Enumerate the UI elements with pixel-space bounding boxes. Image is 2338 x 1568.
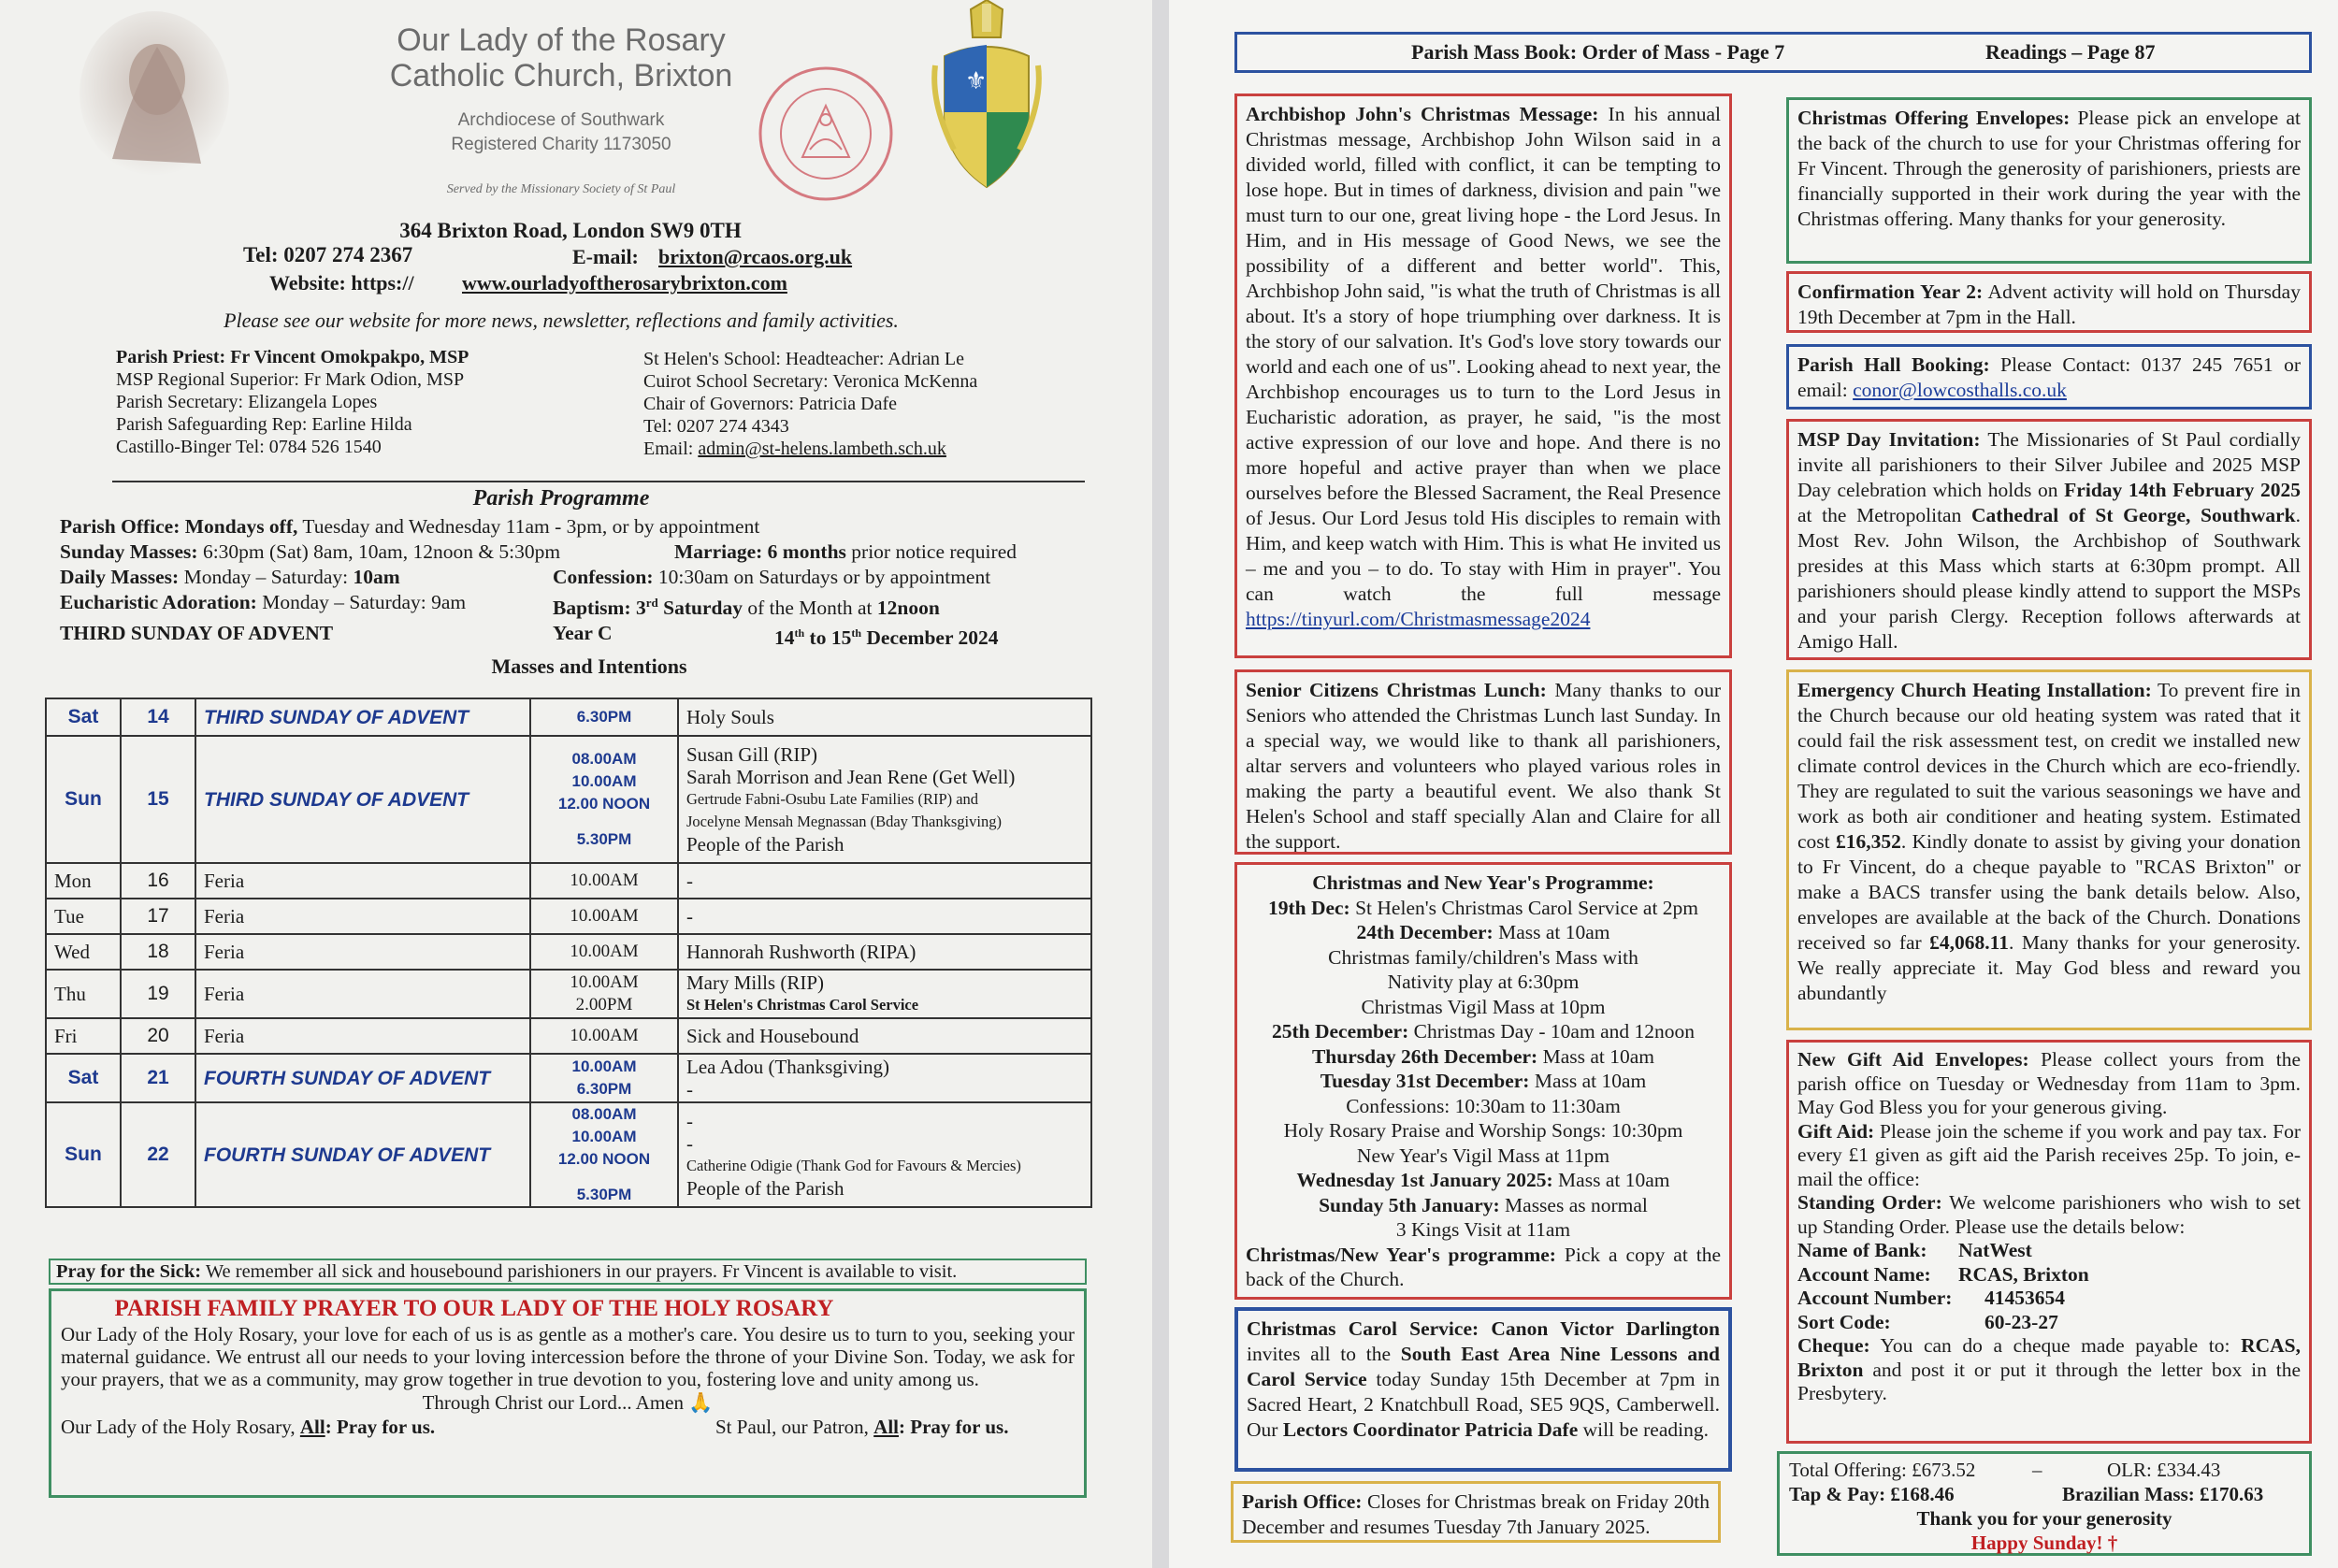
hall-body: Please Contact: 0137 245 7651 or email:	[1797, 353, 2301, 401]
charity-number: Registered Charity 1173050	[451, 135, 671, 154]
senior-lunch-body: Many thanks to our Seniors who attended the Christmas Lunch last Sunday. In a special way, we would like to thank all parishioners, altar servers and volunteers who played various roles in making the party a beautiful event. We also thank St Helen's School and staff specially Alan and Claire for all the support.	[1246, 679, 1721, 853]
mass-time: 10.00AM	[570, 906, 639, 926]
brazilian-mass-total: Brazilian Mass: £170.63	[2062, 1483, 2264, 1505]
adoration-text: Monday – Saturday: 9am	[256, 591, 467, 613]
mass-event: FOURTH SUNDAY OF ADVENT	[204, 1144, 491, 1166]
mass-date: 14	[121, 698, 195, 736]
parish-programme	[60, 514, 1107, 650]
thanks-generosity: Thank you for your generosity	[1916, 1507, 2172, 1530]
masses-intentions-title: Masses and Intentions	[491, 655, 687, 678]
programme-lines	[1246, 896, 1721, 1243]
order-of-mass-page: Parish Mass Book: Order of Mass - Page 7	[1411, 40, 1785, 64]
school-line: Cuirot School Secretary: Veronica McKenna	[643, 371, 978, 392]
contact-line: Parish Secretary: Elizangela Lopes	[116, 392, 378, 412]
gift-aid-title: Gift Aid:	[1797, 1119, 1875, 1143]
mass-row	[46, 863, 1091, 899]
mass-intention: Holy Souls	[686, 706, 774, 728]
school-line: St Helen's School: Headteacher: Adrian Le	[643, 349, 964, 369]
confirmation-body: Advent activity will hold on Thursday 19th December at 7pm in the Hall.	[1797, 281, 2301, 328]
marriage-label: Marriage: 6 months	[674, 540, 846, 563]
mass-time: 12.00 NOON	[557, 1150, 651, 1168]
mass-day: Wed	[46, 934, 121, 970]
mass-day: Fri	[46, 1018, 121, 1054]
mass-intention: -	[686, 905, 693, 928]
served-by-text: Served by the Missionary Society of St Paul	[446, 182, 676, 196]
left-page	[0, 0, 1152, 1568]
mass-date: 21	[121, 1054, 195, 1102]
mass-intention: -	[686, 1132, 693, 1155]
mass-event: Feria	[204, 870, 245, 892]
school-contacts	[643, 348, 977, 460]
mass-time: 10.00AM	[570, 972, 639, 992]
contact-line: Parish Priest: Fr Vincent Omokpakpo, MSP	[116, 347, 469, 367]
tap-and-pay-total: Tap & Pay: £168.46	[1789, 1483, 1955, 1505]
mass-day: Sat	[46, 1054, 121, 1102]
mass-time: 5.30PM	[576, 830, 632, 848]
parish-programme-title: Parish Programme	[472, 486, 650, 511]
archdiocese-text: Archdiocese of Southwark	[457, 110, 665, 130]
gift-aid-envelopes-title: New Gift Aid Envelopes:	[1797, 1048, 2029, 1071]
heating-title: Emergency Church Heating Installation:	[1797, 679, 2152, 701]
school-line: Tel: 0207 274 4343	[643, 416, 789, 437]
sort-code-row: Sort Code: 60-23-27	[1797, 1310, 2058, 1333]
mass-date: 18	[121, 934, 195, 970]
programme-line: Christmas Vigil Mass at 10pm	[1361, 995, 1606, 1018]
gift-aid-box: New Gift Aid Envelopes: Please collect yours from the parish office on Tuesday or Wednesday from 11am to 3pm. May God Bless you for your generous giving. Gift Aid: Please join the scheme if you work and pay tax. For every £1 given as gift aid the Parish receives 25p. To join, e-mail the office: Standing Order: We welcome parishioners who wish to set up Standing Order. Please use the details below: Name of Bank: NatWest Account Name: RCAS, Brixton Account Number: 41453654 Sort Code: 60-23-27 Cheque: You can do a cheque made payable to: RCAS, Brixton and post it or put it through the letter box in the Presbytery.	[1786, 1040, 2312, 1444]
mass-day: Mon	[46, 863, 121, 899]
mass-event: Feria	[204, 1025, 245, 1047]
parish-contacts	[116, 346, 469, 458]
mass-date: 15	[121, 736, 195, 863]
email-label: E-mail:	[572, 245, 639, 268]
mass-day: Sun	[46, 1102, 121, 1207]
office-title: Parish Office:	[1242, 1490, 1363, 1513]
programme-line: 25th December: Christmas Day - 10am and 12noon	[1271, 1020, 1695, 1043]
programme-closing-label: Christmas/New Year's programme:	[1246, 1243, 1556, 1266]
carol-service-box: Christmas Carol Service: Canon Victor Darlington invites all to the South East Area Nine Lessons and Carol Service today Sunday 15th December at 7pm in Sacred Heart, 2 Knatchbull Road, SE5 9QS, Camberwell. Our Lectors Coordinator Patricia Dafe will be reading.	[1234, 1307, 1732, 1472]
divider-line	[112, 481, 1085, 482]
mass-row	[46, 934, 1091, 970]
prayer-body: Our Lady of the Holy Rosary, your love for each of us is as gentle as a mother's care. You desire us to turn to you, seeking your maternal guidance. We entrust all our needs to your loving intercession before the throne of your Divine Son. Today, we ask for your prayers, that we as a community, may grow together in true devotion to you, fostering love and unity among us.	[61, 1323, 1075, 1390]
contact-line: MSP Regional Superior: Fr Mark Odion, MSP	[116, 369, 465, 390]
mass-day: Sun	[46, 736, 121, 863]
mass-event: THIRD SUNDAY OF ADVENT	[204, 788, 469, 811]
happy-sunday: Happy Sunday! †	[1970, 1532, 2118, 1554]
standing-order-title: Standing Order:	[1797, 1191, 1942, 1214]
mass-time: 08.00AM	[571, 750, 637, 768]
daily-masses-time: 10am	[353, 566, 400, 588]
mass-date: 22	[121, 1102, 195, 1207]
mass-intention: St Helen's Christmas Carol Service	[686, 996, 919, 1014]
mass-intention: Mary Mills (RIP)	[686, 971, 824, 994]
mass-row	[46, 1054, 1091, 1102]
pray-sick-label: Pray for the Sick:	[56, 1261, 202, 1282]
offering-envelopes-box	[1786, 97, 2312, 264]
senior-lunch-title: Senior Citizens Christmas Lunch:	[1246, 679, 1547, 701]
readings-page: Readings – Page 87	[1985, 40, 2156, 64]
week-dates: 14th to 15th December 2024	[774, 626, 999, 650]
programme-line: 19th Dec: St Helen's Christmas Carol Service at 2pm	[1267, 896, 1699, 919]
mass-time: 5.30PM	[576, 1186, 632, 1203]
mass-intention: Gertrude Fabni-Osubu Late Families (RIP) and	[686, 790, 979, 808]
programme-line: Confessions: 10:30am to 11:30am	[1346, 1094, 1621, 1117]
mass-time: 10.00AM	[570, 1026, 639, 1045]
mass-time: 6.30PM	[576, 708, 632, 726]
heating-installation-box: Emergency Church Heating Installation: To prevent fire in the Church because our old heating system was rated that it could fail the risk assessment test, on credit we installed new climate control devices in the Church which are eco-friendly. They are regulated to suit the various seasonings we have and work as both air conditioner and heating system. Estimated cost £16,352. Kindly donate to assist by giving your donation to Fr Vincent, do a cheque payable to "RCAS Brixton" or make a BACS transfer using the bank details below. Also, envelopes are available at the back of the Church. Donations received so far £4,068.11. Many thanks for your generosity. We really appreciate it. May God bless and reward you abundantly	[1786, 669, 2312, 1030]
programme-line: New Year's Vigil Mass at 11pm	[1356, 1144, 1610, 1167]
contact-line: Parish Safeguarding Rep: Earline Hilda	[116, 414, 412, 435]
msp-seal-logo	[756, 64, 896, 204]
hall-title: Parish Hall Booking:	[1797, 353, 1990, 376]
right-page	[1169, 0, 2338, 1568]
mass-row	[46, 970, 1091, 1018]
mass-day: Sat	[46, 698, 121, 736]
mass-intention: Catherine Odigie (Thank God for Favours & Mercies)	[686, 1157, 1021, 1174]
mass-intention: -	[686, 1110, 693, 1132]
family-prayer-box	[49, 1288, 1087, 1498]
mass-event: Feria	[204, 941, 245, 963]
baptism-day: Saturday	[657, 597, 743, 620]
mass-event: FOURTH SUNDAY OF ADVENT	[204, 1067, 491, 1089]
church-email-link[interactable]: brixton@rcaos.org.uk	[658, 245, 853, 268]
olr-total: OLR: £334.43	[2107, 1459, 2221, 1481]
programme-line: Christmas family/children's Mass with	[1328, 945, 1638, 969]
account-name-row: Account Name: RCAS, Brixton	[1797, 1262, 2089, 1286]
week-sunday-name: THIRD SUNDAY OF ADVENT	[60, 622, 334, 644]
church-name-line2: Catholic Church, Brixton	[389, 58, 733, 94]
praying-hands-icon: 🙏	[688, 1391, 714, 1414]
mass-time: 10.00AM	[571, 772, 637, 790]
pray-sick-text: We remember all sick and housebound parishioners in our prayers. Fr Vincent is available to visit.	[201, 1261, 958, 1282]
mass-row	[46, 698, 1091, 736]
christmas-message-link[interactable]: https://tinyurl.com/Christmasmessage2024	[1246, 608, 1591, 630]
mass-time: 10.00AM	[570, 942, 639, 961]
mass-intention: -	[686, 1078, 693, 1100]
mass-day: Tue	[46, 899, 121, 934]
mass-time: 6.30PM	[576, 1080, 632, 1098]
sunday-masses-text: 6:30pm (Sat) 8am, 10am, 12noon & 5:30pm	[197, 540, 561, 563]
confirmation-box	[1786, 271, 2312, 333]
church-name-line1: Our Lady of the Rosary	[397, 22, 726, 58]
mass-row	[46, 899, 1091, 934]
school-line: Chair of Governors: Patricia Dafe	[643, 394, 898, 414]
mass-book-bar	[1234, 32, 2312, 73]
programme-line: Nativity play at 6:30pm	[1387, 971, 1580, 993]
envelopes-body: Please pick an envelope at the back of the church to use for your Christmas offering for Fr Vincent. Through the generosity of parishioners, priests are financially supported in their work during the year with the Christmas offering. Many thanks for your generosity.	[1797, 107, 2302, 230]
confirmation-title: Confirmation Year 2:	[1797, 281, 1984, 303]
account-number-row: Account Number: 41453654	[1797, 1287, 2065, 1309]
church-telephone: Tel: 0207 274 2367	[243, 243, 413, 266]
mass-intention: People of the Parish	[686, 833, 844, 856]
programme-closing-text: Pick a copy at the back of the Church.	[1246, 1243, 1721, 1290]
mass-day: Thu	[46, 970, 121, 1018]
contact-line: Castillo-Binger Tel: 0784 526 1540	[116, 437, 382, 457]
programme-line: Tuesday 31st December: Mass at 10am	[1320, 1070, 1647, 1092]
office-hours-text: Tuesday and Wednesday 11am - 3pm, or by appointment	[297, 515, 760, 538]
mass-intention: Sarah Morrison and Jean Rene (Get Well)	[686, 766, 1016, 788]
programme-line: 3 Kings Visit at 11am	[1395, 1218, 1571, 1241]
programme-title: Christmas and New Year's Programme:	[1312, 871, 1654, 894]
mass-date: 19	[121, 970, 195, 1018]
carol-title: Christmas Carol Service: Canon Victor Darlington	[1247, 1317, 1720, 1340]
baptism-label: Baptism: 3	[553, 597, 646, 620]
mass-date: 16	[121, 863, 195, 899]
svg-text:⚜: ⚜	[965, 67, 988, 95]
masses-table	[45, 698, 1092, 1208]
christmas-programme-box	[1234, 862, 1732, 1300]
mass-event: Feria	[204, 905, 245, 928]
prayer-through: Through Christ our Lord... Amen 🙏	[422, 1391, 714, 1414]
mass-intention: Susan Gill (RIP)	[686, 743, 818, 766]
programme-line: 24th December: Mass at 10am	[1356, 921, 1610, 943]
mass-time: 10.00AM	[570, 870, 639, 890]
mass-time: 10.00AM	[571, 1057, 637, 1075]
daily-masses-label: Daily Masses:	[60, 566, 180, 588]
website-label: Website: https://	[269, 271, 414, 295]
hall-email-link[interactable]: conor@lowcosthalls.co.uk	[1853, 379, 2067, 401]
baptism-time: 12noon	[876, 597, 940, 620]
liturgical-year: Year C	[553, 622, 613, 644]
hall-booking-box	[1786, 344, 2312, 410]
office-body: Closes for Christmas break on Friday 20th December and resumes Tuesday 7th January 2025.	[1242, 1490, 1710, 1538]
adoration-label: Eucharistic Adoration:	[60, 591, 257, 613]
sunday-masses-label: Sunday Masses:	[60, 540, 198, 563]
church-address: 364 Brixton Road, London SW9 0TH	[399, 219, 742, 242]
bank-name-row: Name of Bank: NatWest	[1797, 1239, 2032, 1261]
baptism-sup: rd	[645, 596, 658, 610]
daily-masses-text: Monday – Saturday:	[179, 566, 354, 588]
mass-row	[46, 736, 1091, 863]
mass-time: 10.00AM	[571, 1128, 637, 1145]
mass-intention: Jocelyne Mensah Megnassan (Bday Thanksgiving)	[686, 813, 1002, 830]
programme-line: Wednesday 1st January 2025: Mass at 10am	[1296, 1169, 1670, 1191]
programme-line: Sunday 5th January: Masses as normal	[1319, 1193, 1648, 1216]
coat-of-arms-logo	[926, 0, 1047, 196]
prayer-title: PARISH FAMILY PRAYER TO OUR LADY OF THE HOLY ROSARY	[114, 1296, 834, 1321]
total-offering: Total Offering: £673.52	[1789, 1459, 1976, 1481]
mass-date: 17	[121, 899, 195, 934]
confession-text: 10:30am on Saturdays or by appointment	[653, 566, 991, 588]
mass-event: THIRD SUNDAY OF ADVENT	[204, 706, 469, 728]
prayer-closing-right: St Paul, our Patron, All: Pray for us.	[715, 1416, 1009, 1438]
mass-time: 08.00AM	[571, 1105, 637, 1123]
madonna-image	[75, 9, 234, 178]
mass-time: 2.00PM	[575, 995, 633, 1014]
mass-intention: Lea Adou (Thanksgiving)	[686, 1056, 889, 1078]
office-hours-label: Parish Office: Mondays off,	[60, 515, 298, 538]
mass-intention: -	[686, 870, 693, 892]
school-email-link[interactable]: admin@st-helens.lambeth.sch.uk	[698, 439, 946, 459]
school-email-label: Email:	[643, 439, 694, 459]
msp-title: MSP Day Invitation:	[1797, 428, 1981, 451]
senior-lunch-box	[1234, 669, 1732, 855]
mass-date: 20	[121, 1018, 195, 1054]
church-website-link[interactable]: www.ourladyoftherosarybrixton.com	[462, 271, 787, 295]
msp-day-box: MSP Day Invitation: The Missionaries of St Paul cordially invite all parishioners to their Silver Jubilee and 2025 MSP Day celebration which holds on Friday 14th February 2025 at the Metropolitan Cathedral of St George, Southwark. Most Rev. John Wilson, the Archbishop of Southwark presides at this Mass which starts at 6:30pm prompt. All parishioners should please kindly attend to support the MSPs and your parish Clergy. Reception follows afterwards at Amigo Hall.	[1786, 419, 2312, 660]
mass-intention: People of the Parish	[686, 1177, 844, 1200]
baptism-text: of the Month at	[742, 597, 877, 620]
mass-time: 12.00 NOON	[557, 795, 651, 813]
envelopes-title: Christmas Offering Envelopes:	[1797, 107, 2071, 129]
programme-line: Holy Rosary Praise and Worship Songs: 10:30pm	[1283, 1119, 1683, 1142]
archbishop-body: In his annual Christmas message, Archbishop John Wilson said in a divided world, filled with conflict, it can be tempting to lose hope. But in times of darkness, division and pain "we must turn to our one, great living hope - the Lord Jesus. In Him, and in His message of Good News, we see the possibility of a different and better world". This, Archbishop John said, "is what the truth of Christmas is all about. It's a story of hope triumphing over darkness. It is the story of our salvation. It's God's love story towards our world and each one of us". Looking ahead to next year, the Archbishop encourages us to turn to the Lord Jesus in Eucharistic adoration, as prayer, he said, "is the most active expression of our love and hope. And there is no more hopeful and active prayer than when we place ourselves before the Blessed Sacrament, the Real Presence of Jesus. Our Lord Jesus told His disciples to remain with Him, and keep watch with Him. This is what He invited us – me and you – to do. To stay with Him in prayer". You can watch the full message	[1246, 103, 1721, 605]
mass-row	[46, 1018, 1091, 1054]
mass-intention: Sick and Housebound	[686, 1025, 859, 1047]
confession-label: Confession:	[553, 566, 654, 588]
see-website-note: Please see our website for more news, newsletter, reflections and family activities.	[224, 309, 899, 332]
pray-for-sick-box	[49, 1259, 1087, 1285]
offering-totals-box: Total Offering: £673.52 – OLR: £334.43 Tap & Pay: £168.46 Brazilian Mass: £170.63 Thank you for your generosity Happy Sunday! †	[1777, 1451, 2312, 1556]
prayer-closing-left: Our Lady of the Holy Rosary, All: Pray for us.	[61, 1416, 436, 1438]
marriage-text: prior notice required	[845, 540, 1017, 563]
mass-intention: Hannorah Rushworth (RIPA)	[686, 941, 916, 963]
archbishop-title: Archbishop John's Christmas Message:	[1246, 103, 1599, 125]
cheque-label: Cheque:	[1797, 1334, 1870, 1357]
programme-line: Thursday 26th December: Mass at 10am	[1311, 1044, 1655, 1068]
mass-row	[46, 1102, 1091, 1207]
mass-event: Feria	[204, 983, 245, 1005]
parish-office-box	[1231, 1481, 1721, 1543]
archbishop-message-box	[1234, 94, 1732, 658]
